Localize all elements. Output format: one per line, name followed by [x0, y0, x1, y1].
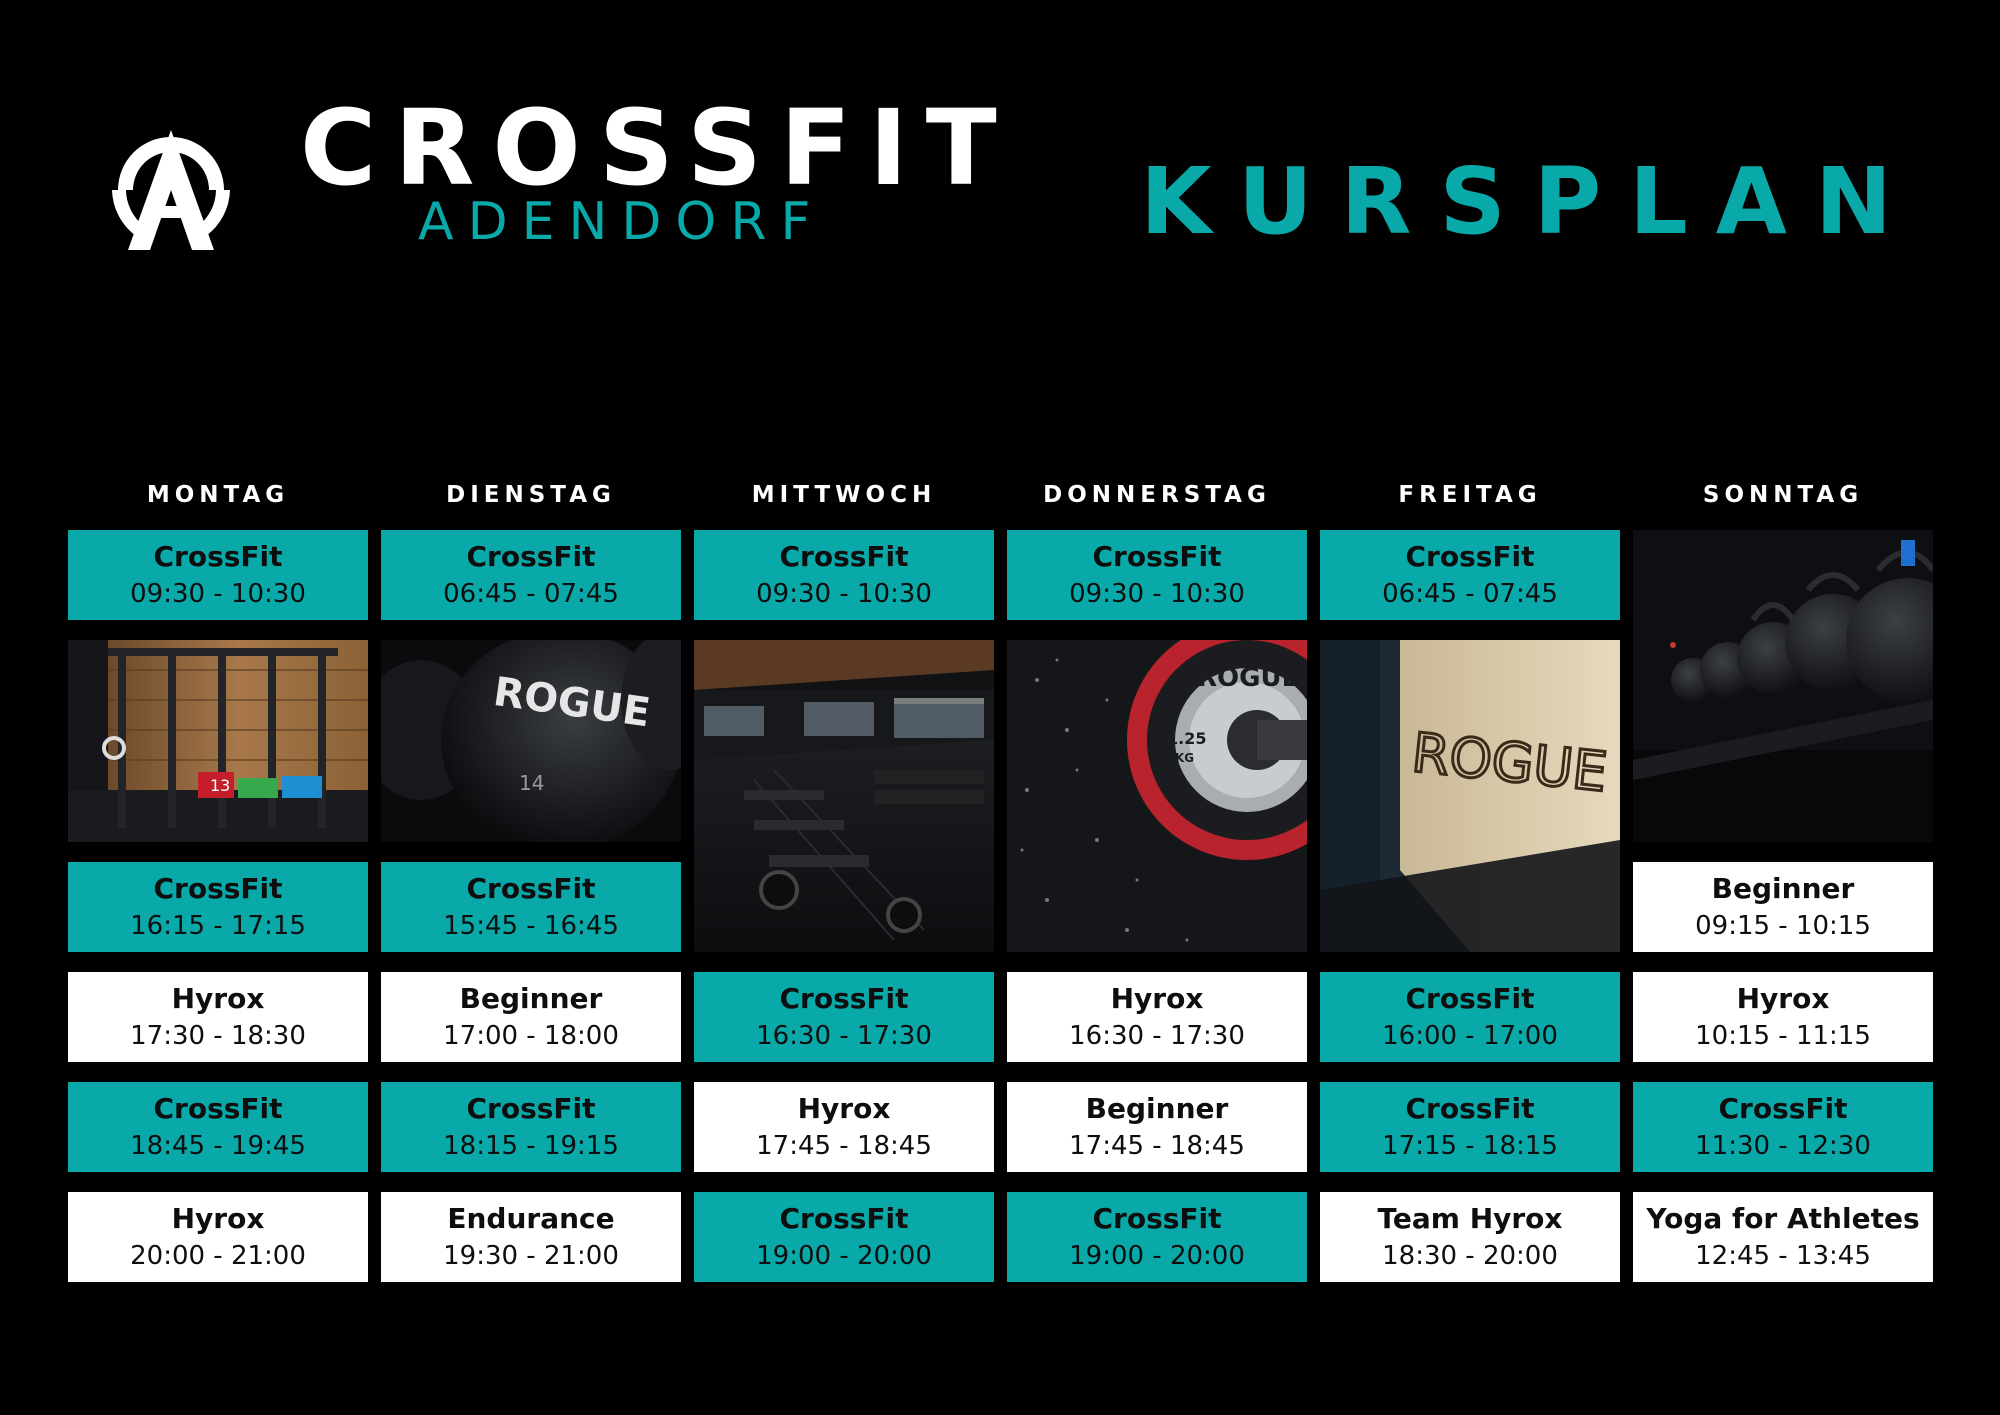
class-name: Hyrox [171, 982, 265, 1015]
class-slot [1007, 972, 1307, 1062]
class-time: 17:45 - 18:45 [756, 1131, 932, 1161]
kettlebell-photo [1633, 530, 1933, 842]
class-slot [68, 972, 368, 1062]
barbell-plate-photo [1007, 640, 1307, 952]
class-name: CrossFit [466, 1092, 596, 1125]
class-name: Hyrox [1110, 982, 1204, 1015]
class-slot [1633, 1192, 1933, 1282]
class-slot [381, 1082, 681, 1172]
day-column-freitag [1320, 478, 1620, 1298]
class-time: 19:00 - 20:00 [756, 1241, 932, 1271]
class-name: CrossFit [1718, 1092, 1848, 1125]
class-name: Beginner [1711, 872, 1855, 905]
class-slot [68, 530, 368, 620]
day-name: SONNTAG [1702, 482, 1864, 508]
class-name: CrossFit [779, 982, 909, 1015]
class-name: Beginner [1085, 1092, 1229, 1125]
day-name: DONNERSTAG [1043, 482, 1271, 508]
class-time: 17:15 - 18:15 [1382, 1131, 1558, 1161]
class-time: 09:30 - 10:30 [130, 579, 306, 609]
course-schedule [68, 478, 1932, 1298]
class-name: Team Hyrox [1377, 1202, 1563, 1235]
ball-number: 14 [519, 771, 545, 795]
class-time: 20:00 - 21:00 [130, 1241, 306, 1271]
plate-brand: ROGUE [1197, 663, 1300, 693]
class-time: 17:45 - 18:45 [1069, 1131, 1245, 1161]
class-slot [381, 862, 681, 952]
class-slot [1320, 1082, 1620, 1172]
class-slot [694, 972, 994, 1062]
day-column-sonntag [1633, 478, 1933, 1298]
class-name: CrossFit [466, 872, 596, 905]
plate-unit: KG [1175, 751, 1195, 765]
class-name: Endurance [447, 1202, 615, 1235]
class-slot [1007, 1082, 1307, 1172]
day-column-dienstag [381, 478, 681, 1298]
class-name: CrossFit [779, 540, 909, 573]
day-name: MITTWOCH [751, 482, 937, 508]
rogue-ball-photo [381, 640, 681, 842]
class-name: CrossFit [153, 540, 283, 573]
class-time: 19:30 - 21:00 [443, 1241, 619, 1271]
class-slot [694, 1192, 994, 1282]
class-slot [1320, 1192, 1620, 1282]
brand-location: ADENDORF [418, 192, 825, 252]
day-column-donnerstag [1007, 478, 1307, 1298]
class-name: CrossFit [153, 872, 283, 905]
class-time: 09:15 - 10:15 [1695, 911, 1871, 941]
day-name: MONTAG [146, 482, 290, 508]
class-name: CrossFit [1405, 540, 1535, 573]
plyo-box-photo [1320, 640, 1620, 952]
class-slot [1633, 862, 1933, 952]
class-time: 18:15 - 19:15 [443, 1131, 619, 1161]
class-slot [1633, 972, 1933, 1062]
day-column-mittwoch [694, 478, 994, 1298]
class-time: 10:15 - 11:15 [1695, 1021, 1871, 1051]
gym-floor-photo [694, 640, 994, 952]
class-time: 19:00 - 20:00 [1069, 1241, 1245, 1271]
class-time: 16:30 - 17:30 [756, 1021, 932, 1051]
class-time: 06:45 - 07:45 [1382, 579, 1558, 609]
class-time: 17:30 - 18:30 [130, 1021, 306, 1051]
class-slot [381, 1192, 681, 1282]
class-slot [1633, 1082, 1933, 1172]
class-time: 11:30 - 12:30 [1695, 1131, 1871, 1161]
class-time: 16:15 - 17:15 [130, 911, 306, 941]
rogue-wordmark: ROGUE [490, 668, 653, 737]
class-time: 18:45 - 19:45 [130, 1131, 306, 1161]
class-slot [381, 530, 681, 620]
class-time: 17:00 - 18:00 [443, 1021, 619, 1051]
class-time: 09:30 - 10:30 [1069, 579, 1245, 609]
class-slot [68, 1192, 368, 1282]
day-name: DIENSTAG [446, 482, 616, 508]
class-name: Yoga for Athletes [1646, 1202, 1920, 1235]
page-title: KURSPLAN [1140, 148, 1920, 255]
class-name: CrossFit [1092, 1202, 1222, 1235]
class-name: CrossFit [466, 540, 596, 573]
crossfit-adendorf-logo-icon [96, 108, 246, 250]
class-time: 06:45 - 07:45 [443, 579, 619, 609]
class-slot [68, 1082, 368, 1172]
box-number: 13 [210, 776, 231, 795]
class-slot [694, 530, 994, 620]
class-time: 15:45 - 16:45 [443, 911, 619, 941]
brand-name: CROSSFIT [300, 87, 1015, 209]
class-slot [68, 862, 368, 952]
box-wordmark: ROGUE [1409, 720, 1611, 805]
class-name: CrossFit [1405, 982, 1535, 1015]
class-slot [1007, 1192, 1307, 1282]
class-name: CrossFit [1405, 1092, 1535, 1125]
class-time: 18:30 - 20:00 [1382, 1241, 1558, 1271]
class-time: 12:45 - 13:45 [1695, 1241, 1871, 1271]
day-name: FREITAG [1398, 482, 1542, 508]
class-name: CrossFit [1092, 540, 1222, 573]
class-name: Hyrox [1736, 982, 1830, 1015]
class-time: 09:30 - 10:30 [756, 579, 932, 609]
class-name: Hyrox [797, 1092, 891, 1125]
class-slot [381, 972, 681, 1062]
class-time: 16:30 - 17:30 [1069, 1021, 1245, 1051]
plate-weight: 1.25 [1167, 729, 1207, 748]
class-time: 16:00 - 17:00 [1382, 1021, 1558, 1051]
class-slot [1320, 530, 1620, 620]
class-slot [1320, 972, 1620, 1062]
class-slot [694, 1082, 994, 1172]
class-name: CrossFit [153, 1092, 283, 1125]
rig-photo [68, 640, 368, 842]
class-slot [1007, 530, 1307, 620]
class-name: CrossFit [779, 1202, 909, 1235]
day-column-montag [68, 478, 368, 1298]
class-name: Beginner [459, 982, 603, 1015]
class-name: Hyrox [171, 1202, 265, 1235]
